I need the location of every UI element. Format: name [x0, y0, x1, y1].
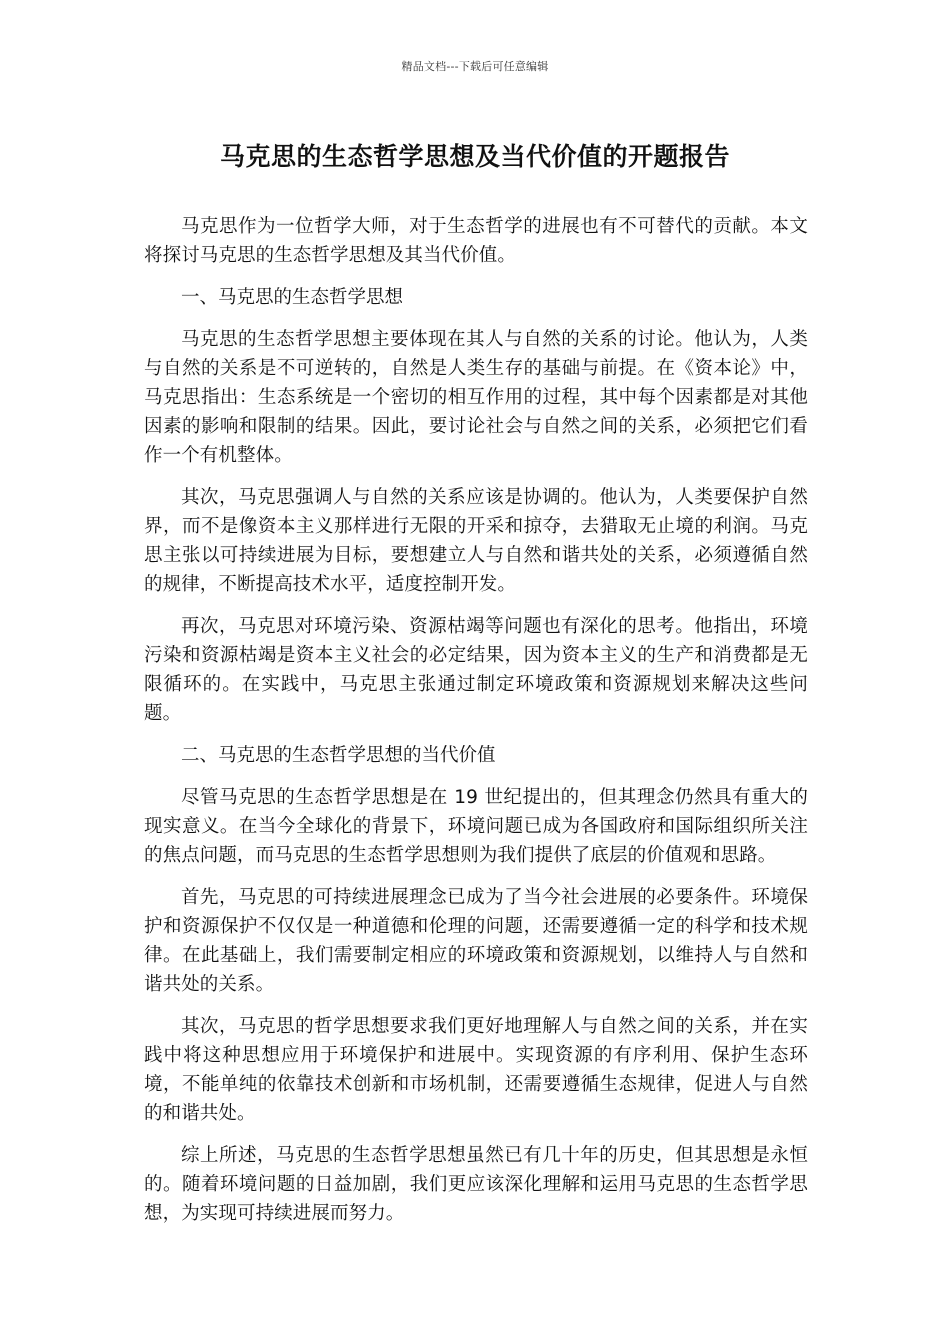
intro-paragraph: 马克思作为一位哲学大师，对于生态哲学的进展也有不可替代的贡献。本文将探讨马克思的生态哲学思想及其当代价值。 [144, 216, 808, 266]
section2-paragraph-2: 首先，马克思的可持续进展理念已成为了当今社会进展的必要条件。环境保护和资源保护不仅仅是一种道德和伦理的问题，还需要遵循一定的科学和技术规律。在此基础上，我们需要制定相应的环境政策和资源规划，以维持人与自然和谐共处的关系。 [144, 887, 808, 995]
section1-paragraph-3: 再次，马克思对环境污染、资源枯竭等问题也有深化的思考。他指出，环境污染和资源枯竭是资本主义社会的必定结果，因为资本主义的生产和消费都是无限循环的。在实践中，马克思主张通过制定环境政策和资源规划来解决这些问题。 [144, 616, 808, 724]
header-note: 精品文档---下载后可任意编辑 [401, 60, 549, 73]
conclusion-paragraph: 综上所述，马克思的生态哲学思想虽然已有几十年的历史，但其思想是永恒的。随着环境问题的日益加剧，我们更应该深化理解和运用马克思的生态哲学思想，为实现可持续进展而努力。 [144, 1145, 808, 1224]
section1-paragraph-1: 马克思的生态哲学思想主要体现在其人与自然的关系的讨论。他认为，人类与自然的关系是不可逆转的，自然是人类生存的基础与前提。在《资本论》中，马克思指出：生态系统是一个密切的相互作用的过程，其中每个因素都是对其他因素的影响和限制的结果。因此，要讨论社会与自然之间的关系，必须把它们看作一个有机整体。 [144, 329, 808, 466]
section1-paragraph-2: 其次，马克思强调人与自然的关系应该是协调的。他认为，人类要保护自然界，而不是像资本主义那样进行无限的开采和掠夺，去猎取无止境的利润。马克思主张以可持续进展为目标，要想建立人与自然和谐共处的关系，必须遵循自然的规律，不断提高技术水平，适度控制开发。 [144, 487, 808, 595]
document-body [144, 212, 808, 1241]
document-title: 马克思的生态哲学思想及当代价值的开题报告 [219, 142, 730, 171]
section2-paragraph-1: 尽管马克思的生态哲学思想是在 19 世纪提出的，但其理念仍然具有重大的现实意义。在当今全球化的背景下，环境问题已成为各国政府和国际组织所关注的焦点问题，而马克思的生态哲学思想则为我们提供了底层的价值观和思路。 [144, 787, 808, 866]
section-heading-2: 二、马克思的生态哲学思想的当代价值 [181, 745, 496, 766]
section2-paragraph-3: 其次，马克思的哲学思想要求我们更好地理解人与自然之间的关系，并在实践中将这种思想应用于环境保护和进展中。实现资源的有序利用、保护生态环境，不能单纯的依靠技术创新和市场机制，还需要遵循生态规律，促进人与自然的和谐共处。 [144, 1016, 808, 1124]
section-heading-1: 一、马克思的生态哲学思想 [181, 287, 404, 308]
